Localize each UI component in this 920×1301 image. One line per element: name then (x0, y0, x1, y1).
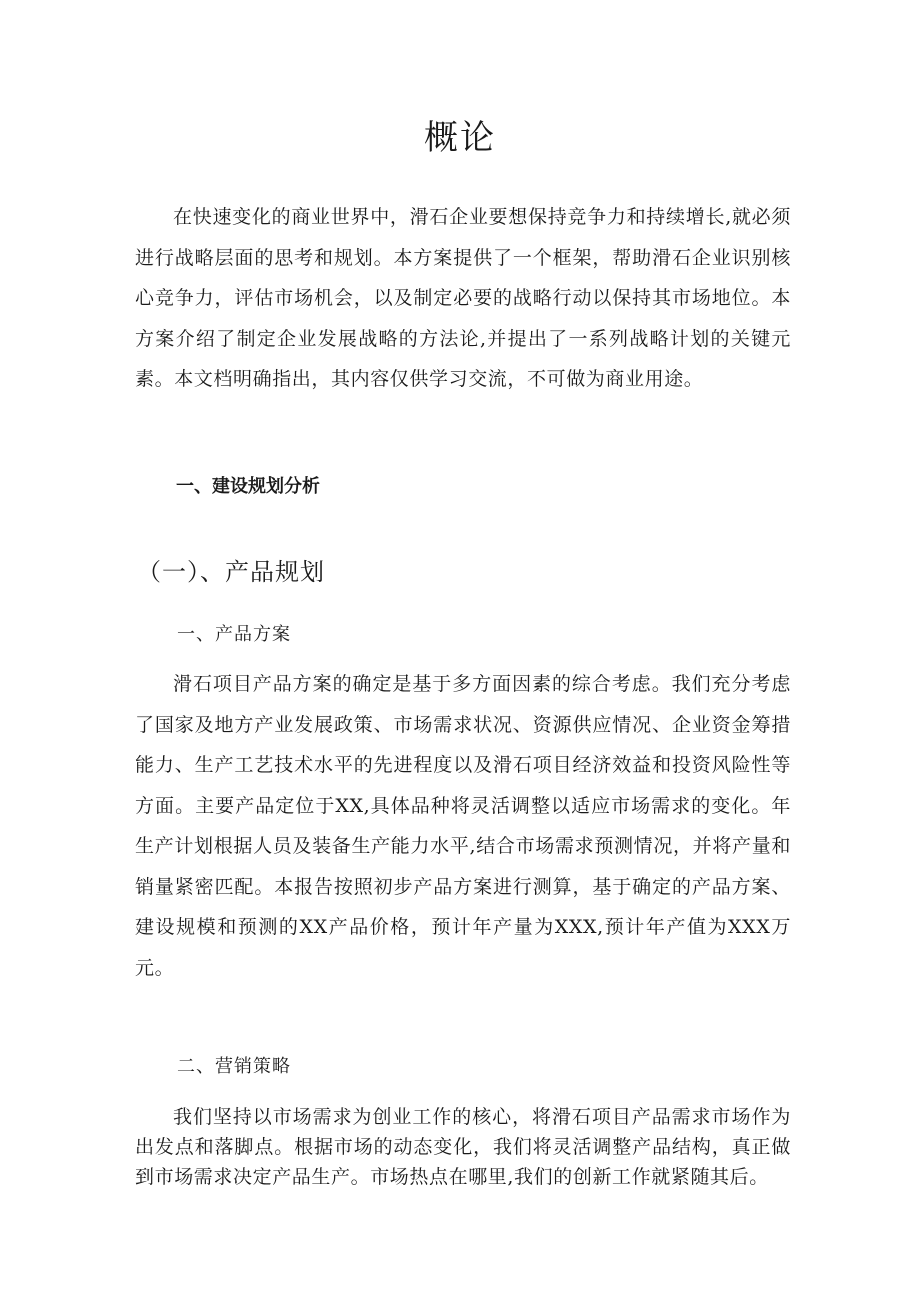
product-scheme-paragraph: 滑石项目产品方案的确定是基于多方面因素的综合考虑。我们充分考虑了国家及地方产业发展政策、市场需求状况、资源供应情况、企业资金筹措能力、生产工艺技术水平的先进程度以及滑石项目经济效益和投资风险性等方面。主要产品定位于XX,具体品种将灵活调整以适应市场需求的变化。年生产计划根据人员及装备生产能力水平,结合市场需求预测情况，并将产量和销量紧密匹配。本报告按照初步产品方案进行测算，基于确定的产品方案、建设规模和预测的XX产品价格，预计年产量为XXX,预计年产值为XXX万元。 (135, 673, 791, 979)
item-heading-product-scheme: 一、产品方案 (177, 624, 291, 645)
intro-paragraph: 在快速变化的商业世界中，滑石企业要想保持竞争力和持续增长,就必须进行战略层面的思考和规划。本方案提供了一个框架，帮助滑石企业识别核心竞争力，评估市场机会，以及制定必要的战略行动以保持其市场地位。本方案介绍了制定企业发展战略的方法论,并提出了一系列战略计划的关键元素。本文档明确指出，其内容仅供学习交流，不可做为商业用途。 (135, 206, 791, 390)
page-title: 概论 (424, 118, 496, 158)
sub-heading-product-planning: （一）、产品规划 (137, 558, 325, 586)
section-heading-construction-planning: 一、建设规划分析 (176, 476, 320, 497)
item-heading-marketing-strategy: 二、营销策略 (177, 1056, 291, 1077)
marketing-strategy-paragraph: 我们坚持以市场需求为创业工作的核心，将滑石项目产品需求市场作为出发点和落脚点。根据市场的动态变化，我们将灵活调整产品结构，真正做到市场需求决定产品生产。市场热点在哪里,我们的创新工作就紧随其后。 (135, 1106, 791, 1188)
